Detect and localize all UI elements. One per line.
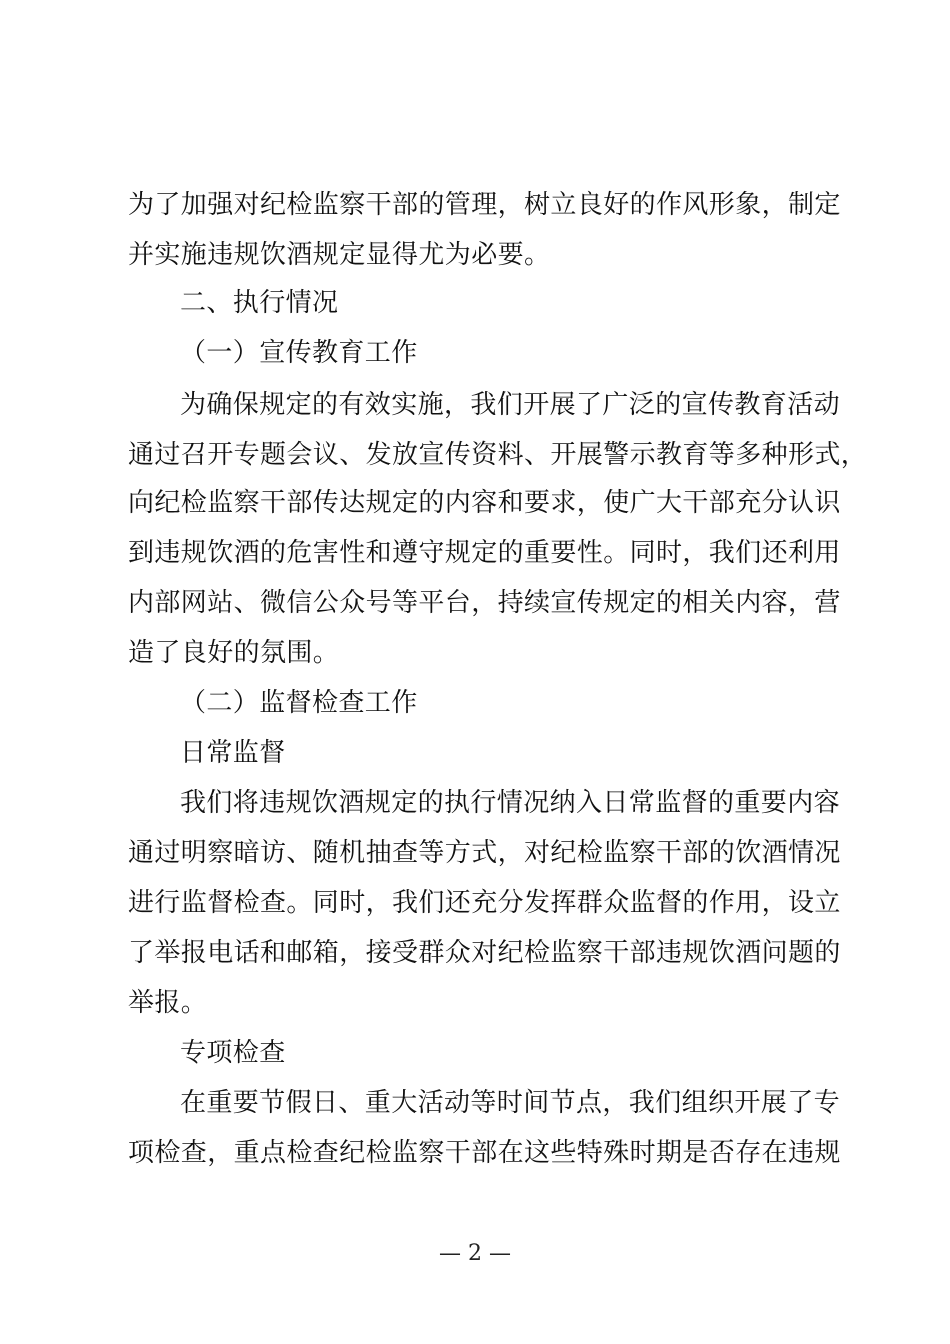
body-text-line: 在重要节假日、重大活动等时间节点，我们组织开展了专: [180, 1088, 841, 1118]
item-heading: 日常监督: [180, 738, 286, 768]
body-text-line: 举报。: [128, 988, 208, 1018]
page-number: — 2 —: [439, 1241, 511, 1266]
body-text-line: 为了加强对纪检监察干部的管理，树立良好的作风形象，制定: [128, 190, 841, 220]
body-text-line: 进行监督检查。同时，我们还充分发挥群众监督的作用，设立: [128, 888, 841, 918]
section-heading: 二、执行情况: [180, 288, 339, 318]
body-text-line: 内部网站、微信公众号等平台，持续宣传规定的相关内容，营: [128, 588, 841, 618]
body-text-line: 造了良好的氛围。: [128, 638, 340, 668]
body-text-line: 通过召开专题会议、发放宣传资料、开展警示教育等多种形式，: [128, 440, 868, 470]
body-text-line: 项检查，重点检查纪检监察干部在这些特殊时期是否存在违规: [128, 1138, 841, 1168]
body-text-line: 为确保规定的有效实施，我们开展了广泛的宣传教育活动: [180, 390, 841, 420]
body-text-line: 并实施违规饮酒规定显得尤为必要。: [128, 240, 551, 270]
body-text-line: 了举报电话和邮箱，接受群众对纪检监察干部违规饮酒问题的: [128, 938, 841, 968]
item-heading: 专项检查: [180, 1038, 286, 1068]
subsection-heading: （一）宣传教育工作: [180, 338, 418, 368]
subsection-heading: （二）监督检查工作: [180, 688, 418, 718]
body-text-line: 到违规饮酒的危害性和遵守规定的重要性。同时，我们还利用: [128, 538, 841, 568]
body-text-line: 向纪检监察干部传达规定的内容和要求，使广大干部充分认识: [128, 488, 841, 518]
body-text-line: 我们将违规饮酒规定的执行情况纳入日常监督的重要内容: [180, 788, 841, 818]
body-text-line: 通过明察暗访、随机抽查等方式，对纪检监察干部的饮酒情况: [128, 838, 841, 868]
